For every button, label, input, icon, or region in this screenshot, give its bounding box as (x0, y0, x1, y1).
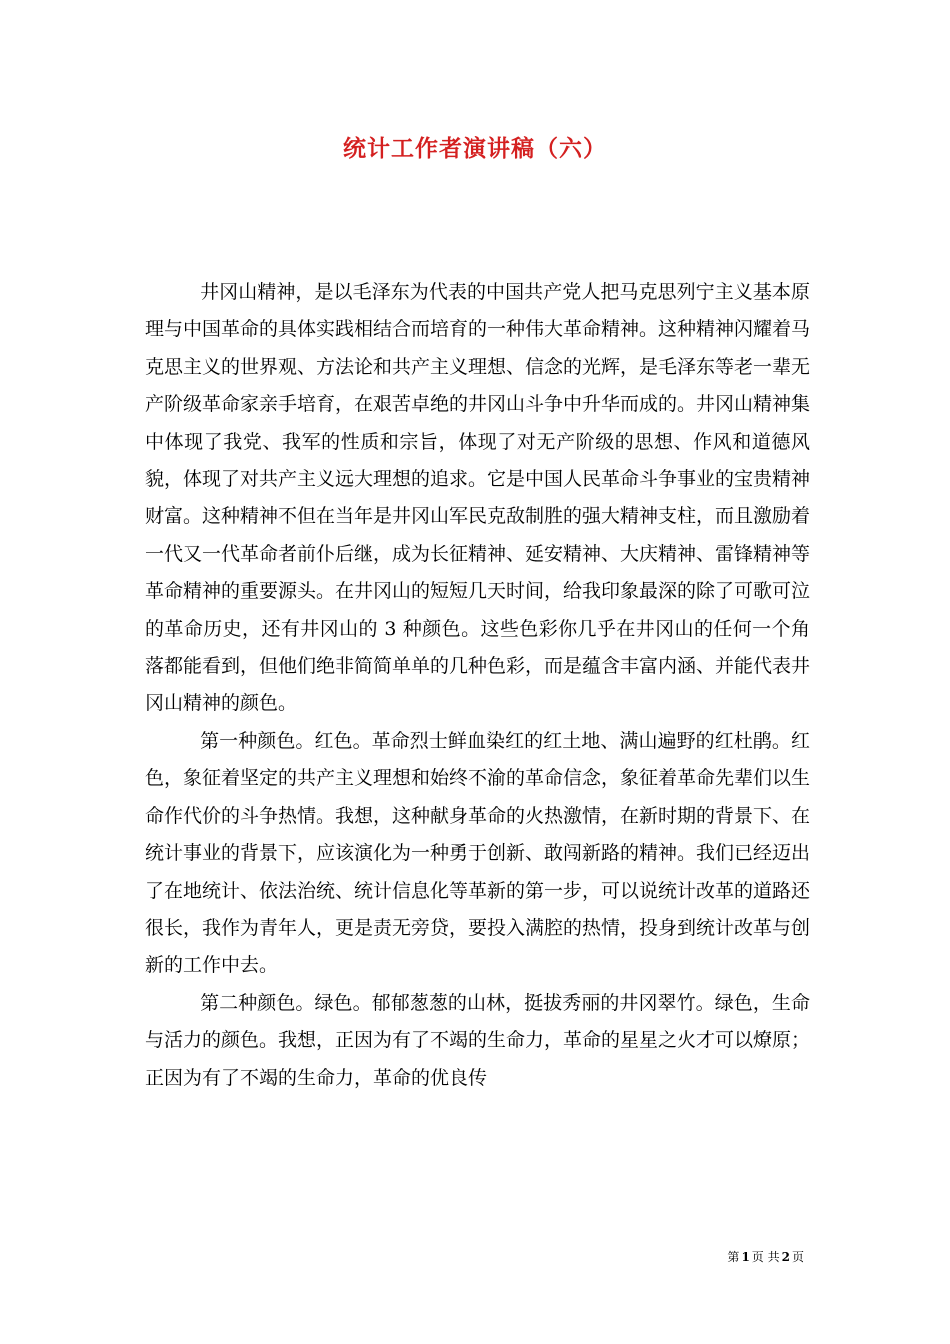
current-page-number: 1 (741, 1250, 750, 1264)
total-page-number: 2 (781, 1250, 790, 1264)
paragraph-3: 第二种颜色。绿色。郁郁葱葱的山林，挺拔秀丽的井冈翠竹。绿色，生命与活力的颜色。我想，正因为有了不竭的生命力，革命的星星之火才可以燎原；正因为有了不竭的生命力，革命的优良传 (145, 991, 811, 1089)
footer-middle: 页 共 (751, 1250, 780, 1264)
footer-prefix: 第 (727, 1250, 740, 1264)
paragraph-1: 井冈山精神，是以毛泽东为代表的中国共产党人把马克思列宁主义基本原理与中国革命的具体实践相结合而培育的一种伟大革命精神。这种精神闪耀着马克思主义的世界观、方法论和共产主义理想、信念的光辉，是毛泽东等老一辈无产阶级革命家亲手培育，在艰苦卓绝的井冈山斗争中升华而成的。井冈山精神集中体现了我党、我军的性质和宗旨，体现了对无产阶级的思想、作风和道德风貌，体现了对共产主义远大理想的追求。它是中国人民革命斗争事业的宝贵精神财富。这种精神不但在当年是井冈山军民克敌制胜的强大精神支柱，而且激励着一代又一代革命者前仆后继，成为长征精神、延安精神、大庆精神、雷锋精神等革命精神的重要源头。在井冈山的短短几天时间，给我印象最深的除了可歌可泣的革命历史，还有井冈山的 3 种颜色。这些色彩你几乎在井冈山的任何一个角落都能看到，但他们绝非简简单单的几种色彩，而是蕴含丰富内涵、并能代表井冈山精神的颜色。 (145, 281, 811, 715)
paragraph-2: 第一种颜色。红色。革命烈士鲜血染红的红土地、满山遍野的红杜鹃。红色，象征着坚定的共产主义理想和始终不渝的革命信念，象征着革命先辈们以生命作代价的斗争热情。我想，这种献身革命的火热激情，在新时期的背景下、在统计事业的背景下，应该演化为一种勇于创新、敢闯新路的精神。我们已经迈出了在地统计、依法治统、统计信息化等革新的第一步，可以说统计改革的道路还很长，我作为青年人，更是责无旁贷，要投入满腔的热情，投身到统计改革与创新的工作中去。 (145, 729, 811, 977)
page-number-footer (727, 1248, 804, 1265)
document-body (145, 274, 810, 1097)
document-title: 统计工作者演讲稿（六） (343, 135, 607, 162)
footer-suffix: 页 (791, 1250, 804, 1264)
